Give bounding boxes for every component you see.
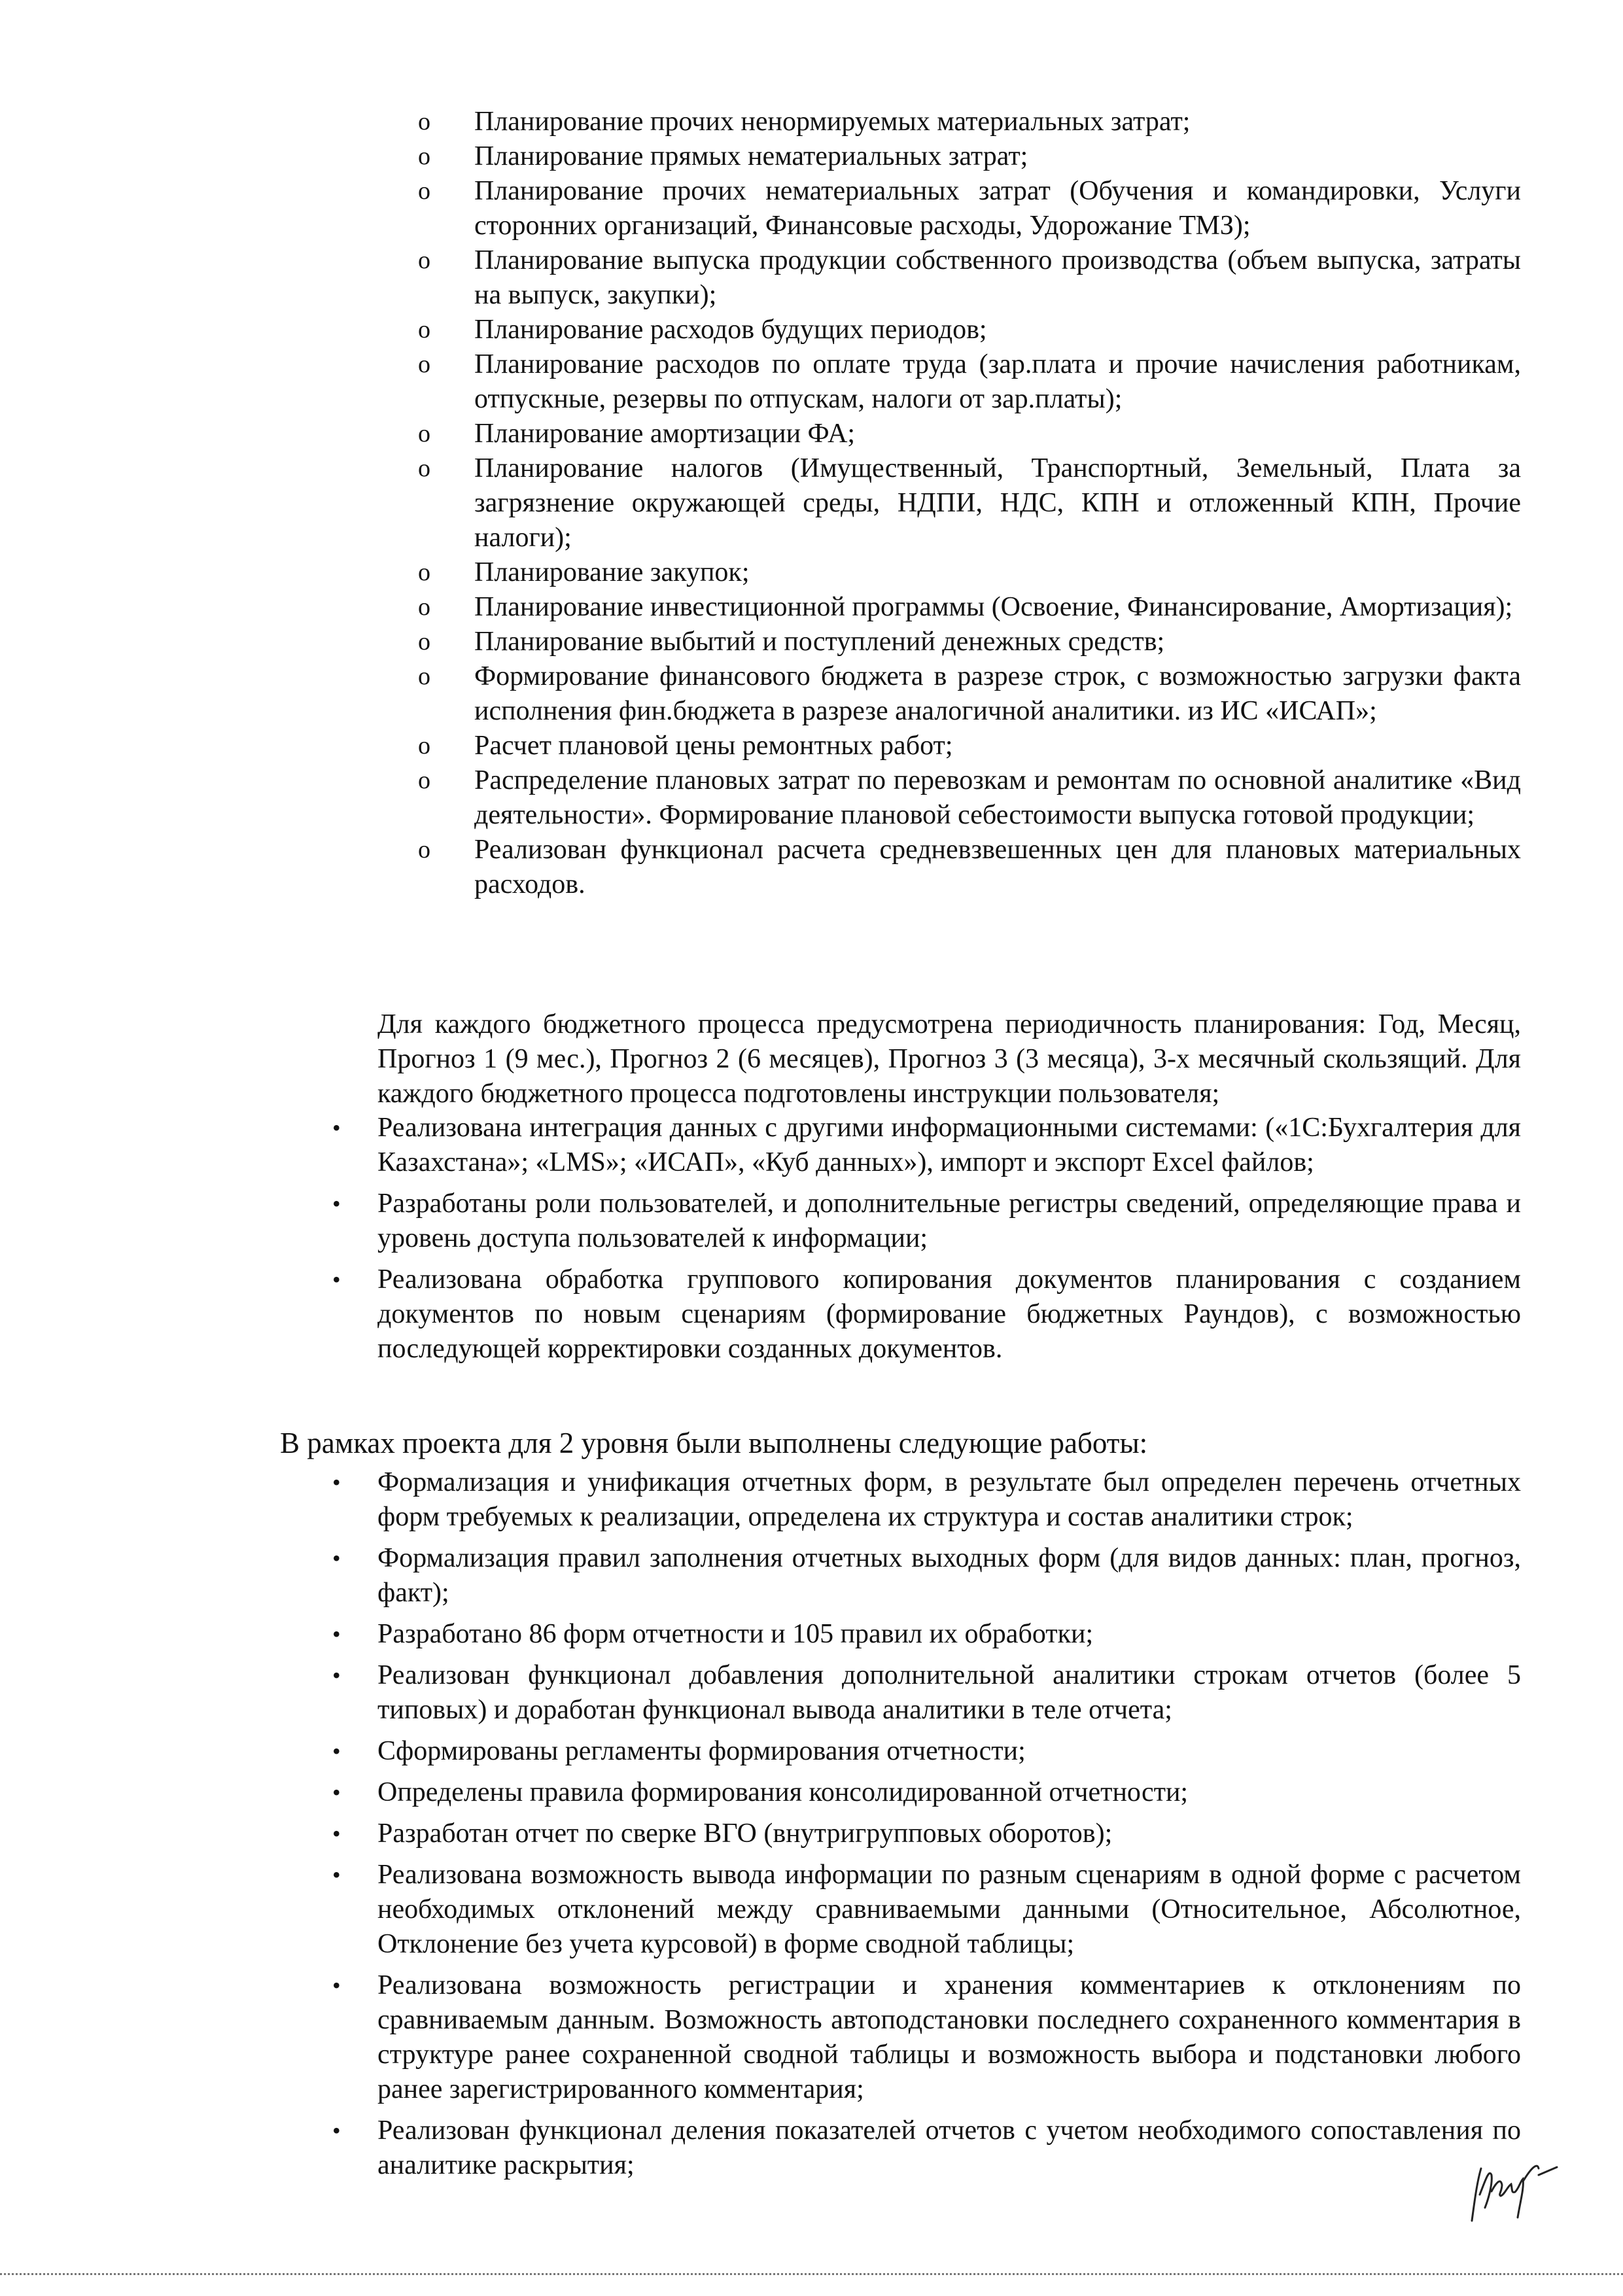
circle-bullet-icon: o [418,836,430,863]
signature-icon [1465,2155,1563,2227]
bullet-icon: • [332,1469,341,1495]
bullet-icon: • [332,1115,341,1141]
list-item: • Реализована возможность регистрации и хранения комментариев к отклонениям по сравниваемым данным. Возможность автоподстановки последнего сохраненного комментария в структуре ранее сохраненной сводной таблицы и возможность выбора и подстановки любого ранее зарегистрированного комментария; [314,1968,1521,2107]
list-item: • Реализована возможность вывода информации по разным сценариям в одной форме с расчетом необходимых отклонений между сравниваемыми данными (Относительное, Абсолютное, Отклонение без учета курсовой) в форме сводной таблицы; [314,1858,1521,1962]
circle-bullet-icon: o [418,351,430,378]
level1-list [314,1111,1521,1373]
list-item: • Формализация правил заполнения отчетных выходных форм (для видов данных: план, прогноз, факт); [314,1541,1521,1610]
list-item: • Формализация и унификация отчетных форм, в результате был определен перечень отчетных форм требуемых к реализации, определена их структура и состав аналитики строк; [314,1465,1521,1535]
circle-bullet-icon: o [418,767,430,794]
list-item: o Расчет плановой цены ремонтных работ; [409,729,1521,763]
planning-sub-list [409,105,1521,902]
list-item: • Определены правила формирования консолидированной отчетности; [314,1775,1521,1810]
bullet-icon: • [332,1738,341,1764]
bullet-icon: • [332,1862,341,1888]
list-item: o Распределение плановых затрат по перевозкам и ремонтам по основной аналитике «Вид деятельности». Формирование плановой себестоимости выпуска готовой продукции; [409,763,1521,833]
circle-bullet-icon: o [418,247,430,274]
list-item: o Планирование инвестиционной программы (Освоение, Финансирование, Амортизация); [409,590,1521,625]
circle-bullet-icon: o [418,593,430,621]
list-item: o Планирование прямых нематериальных затрат; [409,139,1521,174]
list-item: o Планирование амортизации ФА; [409,417,1521,451]
list-item: o Планирование прочих ненормируемых материальных затрат; [409,105,1521,139]
list-item: o Планирование расходов будущих периодов; [409,313,1521,347]
list-item: • Реализована обработка группового копирования документов планирования с созданием документов по новым сценариям (формирование бюджетных Раундов), с возможностью последующей корректировки созданных документов. [314,1262,1521,1366]
list-item: o Планирование прочих нематериальных затрат (Обучения и командировки, Услуги сторонних организаций, Финансовые расходы, Удорожание ТМЗ); [409,174,1521,243]
list-item: • Сформированы регламенты формирования отчетности; [314,1734,1521,1769]
bullet-icon: • [332,1621,341,1647]
list-item: o Формирование финансового бюджета в разрезе строк, с возможностью загрузки факта исполнения фин.бюджета в разрезе аналогичной аналитики. из ИС «ИСАП»; [409,659,1521,729]
circle-bullet-icon: o [418,316,430,343]
list-item: • Реализована интеграция данных с другими информационными системами: («1С:Бухгалтерия для Казахстана»; «LMS»; «ИСАП», «Куб данных»), импорт и экспорт Excel файлов; [314,1111,1521,1180]
level2-heading: В рамках проекта для 2 уровня были выполнены следующие работы: [280,1427,1148,1459]
bullet-icon: • [332,1972,341,1998]
bullet-icon: • [332,1545,341,1571]
list-item: • Разработаны роли пользователей, и дополнительные регистры сведений, определяющие права и уровень доступа пользователей к информации; [314,1187,1521,1256]
bullet-icon: • [332,1820,341,1847]
circle-bullet-icon: o [418,628,430,655]
bullet-icon: • [332,1191,341,1217]
circle-bullet-icon: o [418,108,430,135]
list-item: o Планирование закупок; [409,555,1521,590]
list-item: o Реализован функционал расчета средневзвешенных цен для плановых материальных расходов. [409,833,1521,902]
level2-list [314,1465,1521,2189]
list-item: o Планирование налогов (Имущественный, Транспортный, Земельный, Плата за загрязнение окружающей среды, НДПИ, НДС, КПН и отложенный КПН, Прочие налоги); [409,451,1521,555]
bullet-icon: • [332,2117,341,2144]
bullet-icon: • [332,1779,341,1805]
periodicity-paragraph: Для каждого бюджетного процесса предусмотрена периодичность планирования: Год, Месяц, Прогноз 1 (9 мес.), Прогноз 2 (6 месяцев), Прогноз 3 (3 месяца), 3-х месячный скользящий. Для каждого бюджетного процесса подготовлены инструкции пользователя; [377,1009,1521,1109]
circle-bullet-icon: o [418,732,430,759]
list-item: o Планирование выбытий и поступлений денежных средств; [409,625,1521,659]
list-item: • Разработано 86 форм отчетности и 105 правил их обработки; [314,1617,1521,1652]
page-edge-dotted-line [0,2273,1623,2275]
circle-bullet-icon: o [418,663,430,690]
list-item: • Реализован функционал добавления дополнительной аналитики строкам отчетов (более 5 типовых) и доработан функционал вывода аналитики в теле отчета; [314,1658,1521,1728]
bullet-icon: • [332,1266,341,1293]
circle-bullet-icon: o [418,143,430,170]
circle-bullet-icon: o [418,420,430,447]
circle-bullet-icon: o [418,177,430,205]
list-item: o Планирование расходов по оплате труда (зар.плата и прочие начисления работникам, отпускные, резервы по отпускам, налоги от зар.платы); [409,347,1521,417]
list-item: o Планирование выпуска продукции собственного производства (объем выпуска, затраты на выпуск, закупки); [409,243,1521,313]
list-item: • Реализован функционал деления показателей отчетов с учетом необходимого сопоставления по аналитике раскрытия; [314,2113,1521,2183]
bullet-icon: • [332,1662,341,1688]
circle-bullet-icon: o [418,455,430,482]
circle-bullet-icon: o [418,559,430,586]
list-item: • Разработан отчет по сверке ВГО (внутригрупповых оборотов); [314,1817,1521,1851]
